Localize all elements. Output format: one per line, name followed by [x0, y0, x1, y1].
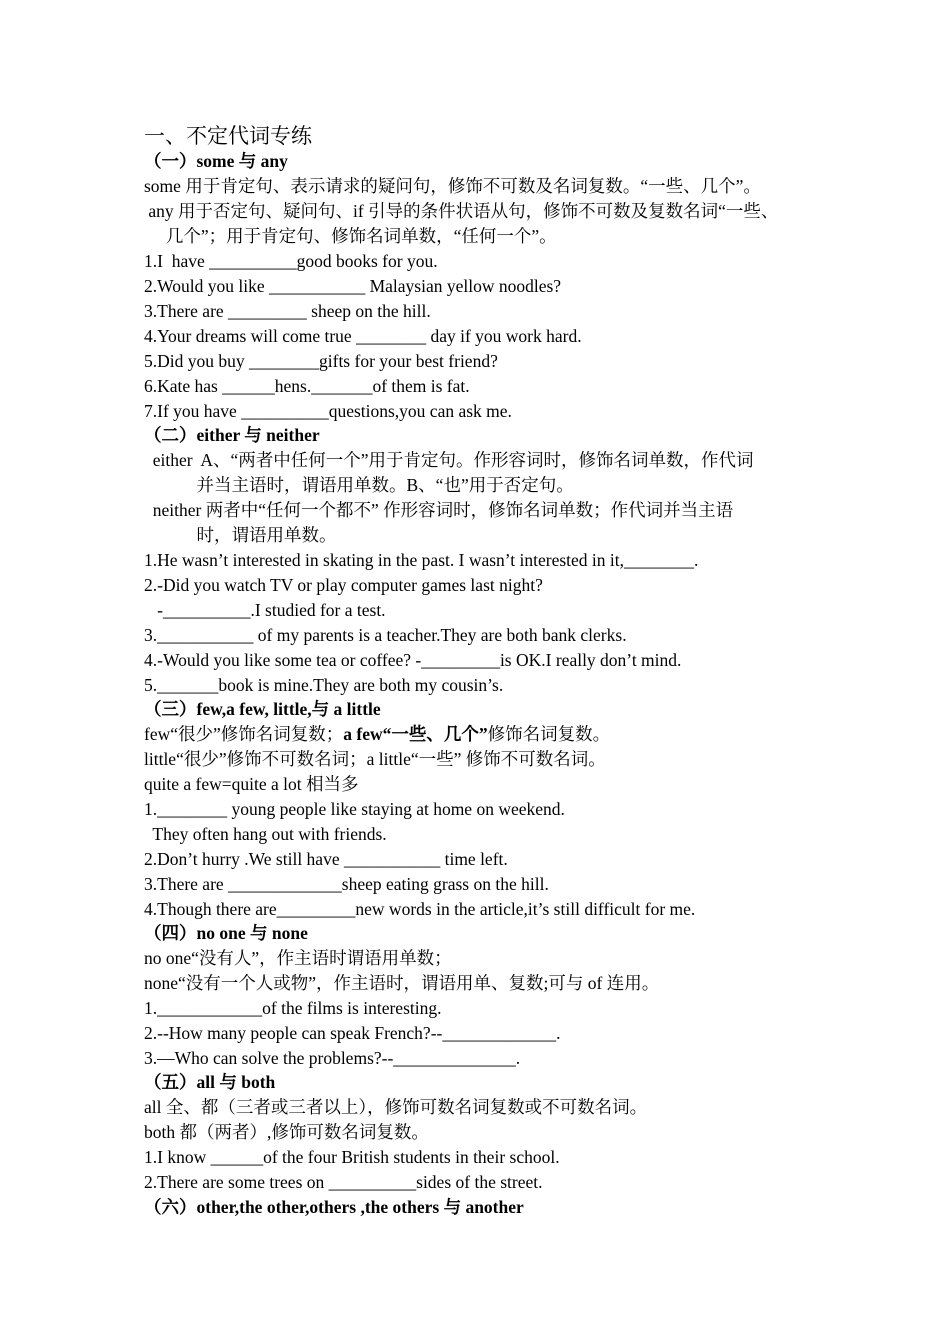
section-heading-1: （一）some 与 any [144, 151, 288, 171]
section-note [144, 722, 610, 747]
section-note: both 都（两者）,修饰可数名词复数。 [144, 1122, 429, 1142]
section-heading-5: （五）all 与 both [144, 1072, 276, 1092]
exercise-item: 4.-Would you like some tea or coffee? -_________is OK.I really don’t mind. [144, 650, 682, 670]
exercise-item: 7.If you have __________questions,you can ask me. [144, 401, 512, 421]
section-note: either A、“两者中任何一个”用于肯定句。作形容词时，修饰名词单数，作代词 [144, 450, 754, 470]
exercise-item: 3.—Who can solve the problems?--______________. [144, 1048, 521, 1068]
exercise-item: 1.I know ______of the four British students in their school. [144, 1147, 560, 1167]
section-note: any 用于否定句、疑问句、if 引导的条件状语从句，修饰不可数及复数名词“一些、 [144, 201, 779, 221]
exercise-item: 2.--How many people can speak French?--_____________. [144, 1023, 561, 1043]
section-note: none“没有一个人或物”，作主语时，谓语用单、复数;可与 of 连用。 [144, 973, 660, 993]
section-note: all 全、都（三者或三者以上），修饰可数名词复数或不可数名词。 [144, 1097, 648, 1117]
exercise-item: 1.________ young people like staying at home on weekend. [144, 799, 565, 819]
exercise-item: 2.-Did you watch TV or play computer games last night? [144, 575, 543, 595]
note-part: few“很少”修饰名词复数； [144, 724, 344, 744]
exercise-item: 1.____________of the films is interesting. [144, 998, 442, 1018]
exercise-item: 2.Would you like ___________ Malaysian yellow noodles? [144, 276, 562, 296]
section-heading-2: （二）either 与 neither [144, 425, 320, 445]
exercise-item: 1.I have __________good books for you. [144, 251, 438, 271]
exercise-item: 2.There are some trees on __________sides of the street. [144, 1172, 543, 1192]
section-note: quite a few=quite a lot 相当多 [144, 774, 359, 794]
section-heading-6: （六）other,the other,others ,the others 与 another [144, 1197, 524, 1217]
exercise-item: 4.Your dreams will come true ________ day if you work hard. [144, 326, 582, 346]
exercise-item: 3.___________ of my parents is a teacher.They are both bank clerks. [144, 625, 627, 645]
section-note: neither 两者中“任何一个都不” 作形容词时，修饰名词单数；作代词并当主语 [144, 500, 734, 520]
exercise-item: 5._______book is mine.They are both my cousin’s. [144, 675, 504, 695]
exercise-item: 3.There are _________ sheep on the hill. [144, 301, 431, 321]
exercise-item: 6.Kate has ______hens._______of them is fat. [144, 376, 470, 396]
exercise-item: 4.Though there are_________new words in the article,it’s still difficult for me. [144, 899, 696, 919]
section-note: no one“没有人”，作主语时谓语用单数； [144, 948, 452, 968]
note-part-bold: a few“一些、几个” [343, 724, 488, 744]
section-note: 时，谓语用单数。 [144, 525, 337, 545]
section-heading-3: （三）few,a few, little,与 a little [144, 699, 381, 719]
section-note: little“很少”修饰不可数名词；a little“一些” 修饰不可数名词。 [144, 749, 606, 769]
section-note: 几个”；用于肯定句、修饰名词单数，“任何一个”。 [144, 226, 557, 246]
exercise-item: 2.Don’t hurry .We still have ___________ time left. [144, 849, 508, 869]
section-heading-4: （四）no one 与 none [144, 923, 308, 943]
section-note: some 用于肯定句、表示请求的疑问句，修饰不可数及名词复数。“一些、几个”。 [144, 176, 761, 196]
exercise-item: 3.There are _____________sheep eating grass on the hill. [144, 874, 549, 894]
note-part: 修饰名词复数。 [487, 724, 611, 744]
exercise-item: They often hang out with friends. [144, 824, 387, 844]
exercise-item: -__________.I studied for a test. [144, 600, 386, 620]
exercise-item: 1.He wasn’t interested in skating in the past. I wasn’t interested in it,________. [144, 550, 699, 570]
page-title: 一、不定代词专练 [144, 124, 312, 148]
exercise-item: 5.Did you buy ________gifts for your best friend? [144, 351, 498, 371]
section-note: 并当主语时，谓语用单数。B、“也”用于否定句。 [144, 475, 574, 495]
